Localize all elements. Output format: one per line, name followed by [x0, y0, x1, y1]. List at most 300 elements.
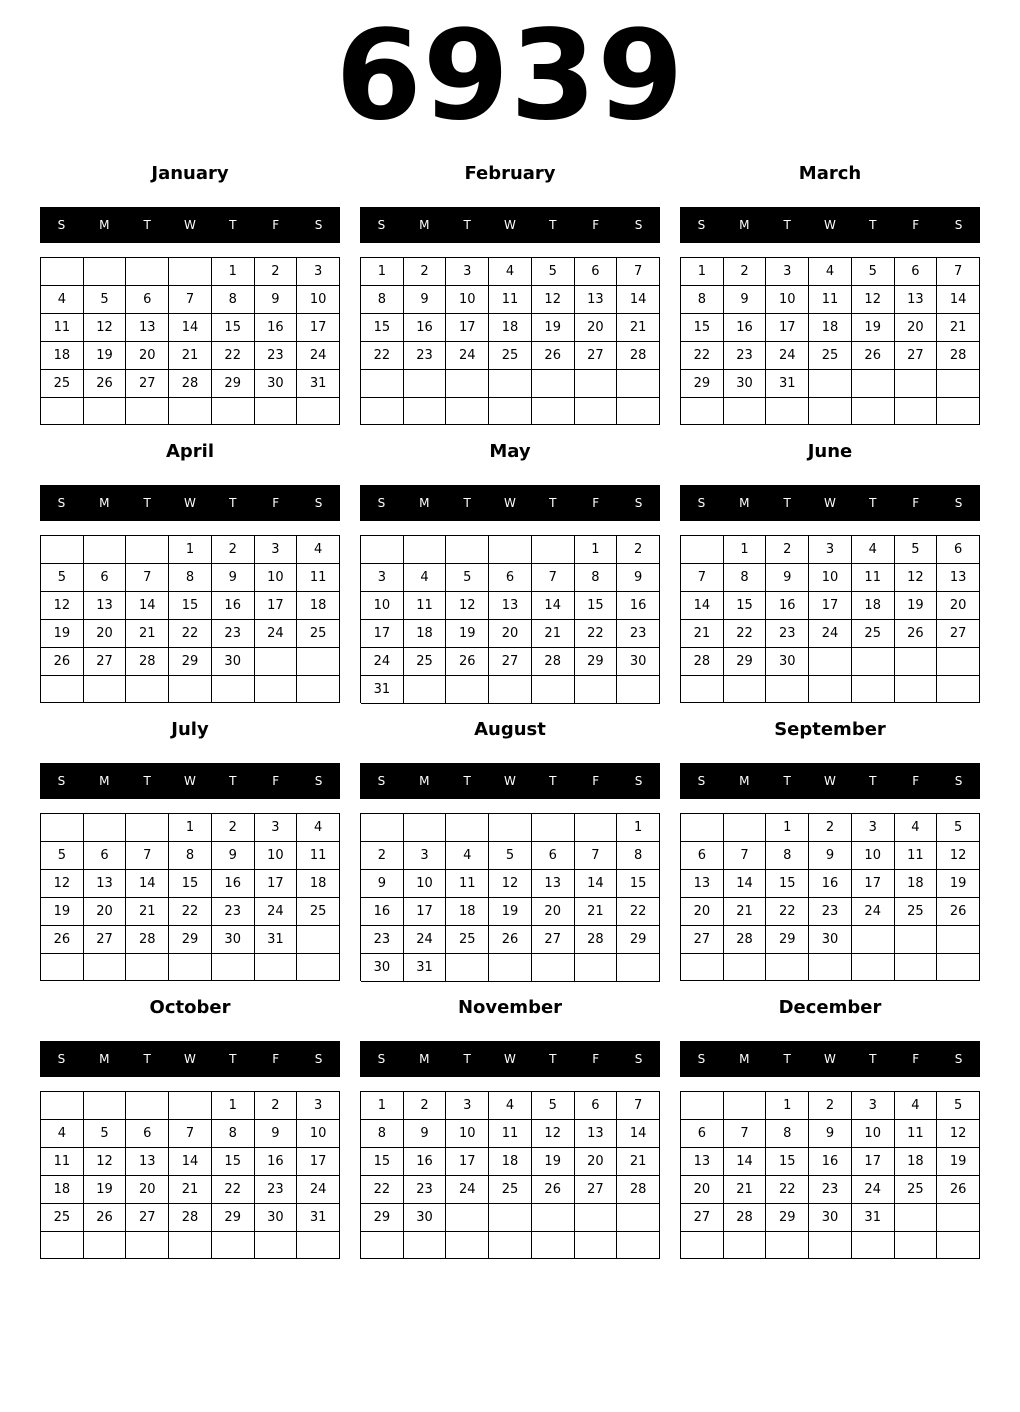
day-cell: 1	[212, 258, 255, 286]
day-cell: 25	[41, 370, 84, 398]
empty-day-cell	[361, 370, 404, 398]
weekday-label: S	[697, 496, 706, 510]
day-cell: 21	[617, 1148, 660, 1176]
empty-day-cell	[297, 648, 340, 676]
weekday-label: W	[824, 774, 836, 788]
day-cell: 10	[852, 1120, 895, 1148]
month-november	[360, 994, 660, 1272]
month-september	[680, 716, 980, 994]
day-cell: 20	[895, 314, 938, 342]
day-cell: 22	[361, 1176, 404, 1204]
day-cell: 2	[617, 536, 660, 564]
day-cell: 20	[937, 592, 980, 620]
day-cell: 20	[84, 898, 127, 926]
day-cell: 15	[766, 1148, 809, 1176]
weekday-header	[360, 485, 660, 521]
day-cell: 19	[41, 620, 84, 648]
weekday-label: S	[57, 496, 66, 510]
empty-day-cell	[937, 1204, 980, 1232]
month-february	[360, 160, 660, 438]
weekday-label: S	[314, 496, 323, 510]
day-cell: 19	[852, 314, 895, 342]
empty-day-cell	[126, 536, 169, 564]
month-name: November	[457, 997, 563, 1018]
day-cell: 12	[84, 314, 127, 342]
day-cell: 23	[617, 620, 660, 648]
day-cell: 30	[766, 648, 809, 676]
empty-day-cell	[169, 1232, 212, 1259]
day-cell: 2	[404, 1092, 447, 1120]
day-cell: 7	[617, 1092, 660, 1120]
empty-day-cell	[852, 954, 895, 981]
day-cell: 14	[937, 286, 980, 314]
weekday-label: W	[184, 496, 196, 510]
weekday-label: T	[783, 218, 791, 232]
day-cell: 25	[41, 1204, 84, 1232]
day-cell: 18	[852, 592, 895, 620]
day-cell: 22	[724, 620, 767, 648]
empty-day-cell	[575, 676, 618, 704]
empty-day-cell	[446, 370, 489, 398]
day-cell: 12	[41, 870, 84, 898]
day-cell: 20	[575, 1148, 618, 1176]
weekday-label: S	[954, 774, 963, 788]
weekday-label: M	[99, 1052, 110, 1066]
day-cell: 13	[575, 286, 618, 314]
empty-day-cell	[681, 954, 724, 981]
day-grid	[360, 535, 660, 703]
weekday-label: W	[184, 1052, 196, 1066]
day-cell: 8	[169, 564, 212, 592]
day-cell: 10	[255, 842, 298, 870]
day-cell: 29	[724, 648, 767, 676]
day-cell: 23	[212, 898, 255, 926]
day-cell: 12	[937, 842, 980, 870]
day-cell: 24	[852, 898, 895, 926]
day-cell: 29	[575, 648, 618, 676]
weekday-label: F	[272, 496, 280, 510]
empty-day-cell	[766, 1232, 809, 1259]
empty-day-cell	[809, 648, 852, 676]
empty-day-cell	[937, 648, 980, 676]
day-cell: 11	[41, 1148, 84, 1176]
weekday-label: F	[592, 496, 600, 510]
empty-day-cell	[126, 954, 169, 981]
empty-day-cell	[532, 814, 575, 842]
day-cell: 29	[766, 1204, 809, 1232]
weekday-label: T	[549, 774, 557, 788]
weekday-header	[360, 207, 660, 243]
day-cell: 7	[575, 842, 618, 870]
weekday-label: T	[143, 218, 151, 232]
day-cell: 31	[766, 370, 809, 398]
month-april	[40, 438, 340, 716]
month-january	[40, 160, 340, 438]
weekday-label: F	[912, 774, 920, 788]
day-cell: 13	[681, 1148, 724, 1176]
day-cell: 23	[809, 1176, 852, 1204]
weekday-header	[360, 763, 660, 799]
empty-day-cell	[446, 814, 489, 842]
day-cell: 27	[575, 342, 618, 370]
day-cell: 2	[255, 1092, 298, 1120]
day-cell: 13	[84, 592, 127, 620]
day-cell: 26	[446, 648, 489, 676]
empty-day-cell	[361, 814, 404, 842]
day-cell: 10	[852, 842, 895, 870]
day-cell: 18	[895, 870, 938, 898]
weekday-label: W	[184, 774, 196, 788]
day-cell: 5	[446, 564, 489, 592]
day-cell: 27	[681, 1204, 724, 1232]
day-cell: 21	[532, 620, 575, 648]
day-cell: 29	[361, 1204, 404, 1232]
empty-day-cell	[404, 398, 447, 426]
day-cell: 27	[937, 620, 980, 648]
weekday-label: T	[549, 218, 557, 232]
weekday-label: T	[229, 774, 237, 788]
day-cell: 18	[446, 898, 489, 926]
empty-day-cell	[255, 398, 298, 425]
day-cell: 17	[297, 314, 340, 342]
day-cell: 1	[681, 258, 724, 286]
empty-day-cell	[446, 398, 489, 426]
day-cell: 5	[532, 1092, 575, 1120]
month-name: September	[774, 719, 886, 740]
day-cell: 8	[617, 842, 660, 870]
day-cell: 15	[724, 592, 767, 620]
empty-day-cell	[617, 398, 660, 426]
empty-day-cell	[575, 1204, 618, 1232]
day-cell: 21	[724, 898, 767, 926]
day-cell: 18	[809, 314, 852, 342]
day-cell: 16	[404, 314, 447, 342]
day-cell: 17	[809, 592, 852, 620]
day-cell: 13	[895, 286, 938, 314]
empty-day-cell	[404, 676, 447, 704]
day-cell: 25	[895, 1176, 938, 1204]
day-cell: 20	[532, 898, 575, 926]
day-cell: 29	[212, 1204, 255, 1232]
day-cell: 15	[681, 314, 724, 342]
day-cell: 6	[126, 1120, 169, 1148]
day-grid	[680, 535, 980, 703]
day-cell: 7	[617, 258, 660, 286]
day-cell: 5	[84, 1120, 127, 1148]
empty-day-cell	[212, 1232, 255, 1259]
day-cell: 8	[766, 1120, 809, 1148]
day-cell: 6	[126, 286, 169, 314]
day-cell: 16	[724, 314, 767, 342]
day-cell: 9	[404, 1120, 447, 1148]
day-grid	[40, 535, 340, 703]
weekday-label: T	[783, 774, 791, 788]
day-cell: 22	[212, 342, 255, 370]
empty-day-cell	[575, 1232, 618, 1259]
day-cell: 16	[404, 1148, 447, 1176]
empty-day-cell	[895, 1232, 938, 1259]
day-cell: 24	[446, 1176, 489, 1204]
day-cell: 1	[724, 536, 767, 564]
day-cell: 28	[617, 1176, 660, 1204]
day-grid	[680, 1091, 980, 1259]
day-cell: 28	[126, 648, 169, 676]
empty-day-cell	[212, 954, 255, 981]
day-grid	[40, 257, 340, 425]
day-cell: 23	[724, 342, 767, 370]
empty-day-cell	[41, 536, 84, 564]
day-cell: 7	[126, 564, 169, 592]
day-cell: 28	[575, 926, 618, 954]
weekday-label: S	[377, 1052, 386, 1066]
day-cell: 16	[255, 314, 298, 342]
day-cell: 25	[852, 620, 895, 648]
day-cell: 25	[297, 620, 340, 648]
empty-day-cell	[297, 954, 340, 981]
weekday-label: T	[549, 496, 557, 510]
month-october	[40, 994, 340, 1272]
day-grid	[40, 813, 340, 981]
weekday-header	[680, 207, 980, 243]
day-cell: 24	[255, 898, 298, 926]
empty-day-cell	[681, 1232, 724, 1259]
day-cell: 6	[681, 1120, 724, 1148]
day-cell: 23	[255, 342, 298, 370]
empty-day-cell	[724, 676, 767, 703]
day-cell: 11	[489, 286, 532, 314]
weekday-header	[680, 1041, 980, 1077]
weekday-label: M	[419, 218, 430, 232]
empty-day-cell	[532, 536, 575, 564]
empty-day-cell	[297, 676, 340, 703]
day-cell: 21	[575, 898, 618, 926]
weekday-label: T	[783, 1052, 791, 1066]
day-cell: 17	[297, 1148, 340, 1176]
empty-day-cell	[489, 676, 532, 704]
empty-day-cell	[681, 1092, 724, 1120]
day-cell: 19	[937, 1148, 980, 1176]
day-cell: 10	[766, 286, 809, 314]
weekday-label: S	[954, 1052, 963, 1066]
day-cell: 29	[212, 370, 255, 398]
day-cell: 20	[489, 620, 532, 648]
day-cell: 23	[404, 342, 447, 370]
empty-day-cell	[41, 258, 84, 286]
day-cell: 10	[255, 564, 298, 592]
day-cell: 28	[724, 926, 767, 954]
day-cell: 1	[766, 1092, 809, 1120]
day-cell: 18	[895, 1148, 938, 1176]
day-cell: 24	[852, 1176, 895, 1204]
empty-day-cell	[404, 814, 447, 842]
day-cell: 10	[361, 592, 404, 620]
empty-day-cell	[724, 1232, 767, 1259]
day-cell: 28	[724, 1204, 767, 1232]
day-cell: 26	[937, 898, 980, 926]
month-name: March	[798, 163, 862, 184]
empty-day-cell	[617, 370, 660, 398]
month-july	[40, 716, 340, 994]
empty-day-cell	[212, 676, 255, 703]
day-cell: 3	[297, 1092, 340, 1120]
day-cell: 6	[532, 842, 575, 870]
day-cell: 9	[255, 286, 298, 314]
day-cell: 25	[297, 898, 340, 926]
empty-day-cell	[84, 258, 127, 286]
day-cell: 22	[361, 342, 404, 370]
day-cell: 9	[766, 564, 809, 592]
day-cell: 4	[489, 1092, 532, 1120]
empty-day-cell	[766, 398, 809, 425]
day-cell: 12	[895, 564, 938, 592]
empty-day-cell	[724, 954, 767, 981]
day-cell: 3	[446, 258, 489, 286]
day-cell: 6	[575, 258, 618, 286]
day-cell: 13	[532, 870, 575, 898]
day-cell: 30	[809, 1204, 852, 1232]
weekday-label: S	[57, 1052, 66, 1066]
day-cell: 21	[169, 1176, 212, 1204]
day-cell: 24	[446, 342, 489, 370]
day-grid	[680, 813, 980, 981]
day-cell: 13	[489, 592, 532, 620]
day-cell: 22	[169, 898, 212, 926]
day-cell: 2	[809, 814, 852, 842]
day-cell: 29	[617, 926, 660, 954]
day-cell: 8	[212, 286, 255, 314]
day-cell: 27	[575, 1176, 618, 1204]
weekday-label: T	[463, 1052, 471, 1066]
empty-day-cell	[126, 676, 169, 703]
empty-day-cell	[126, 814, 169, 842]
day-cell: 21	[126, 620, 169, 648]
day-cell: 21	[937, 314, 980, 342]
day-cell: 28	[169, 1204, 212, 1232]
day-cell: 10	[404, 870, 447, 898]
day-cell: 6	[84, 842, 127, 870]
empty-day-cell	[681, 676, 724, 703]
day-cell: 11	[446, 870, 489, 898]
weekday-label: T	[463, 218, 471, 232]
empty-day-cell	[532, 676, 575, 704]
day-cell: 4	[297, 814, 340, 842]
day-cell: 12	[937, 1120, 980, 1148]
day-cell: 31	[852, 1204, 895, 1232]
empty-day-cell	[895, 370, 938, 398]
day-cell: 16	[766, 592, 809, 620]
empty-day-cell	[937, 926, 980, 954]
day-cell: 1	[766, 814, 809, 842]
day-cell: 10	[297, 286, 340, 314]
day-cell: 16	[255, 1148, 298, 1176]
day-cell: 3	[809, 536, 852, 564]
day-cell: 1	[169, 536, 212, 564]
empty-day-cell	[937, 1232, 980, 1259]
day-cell: 5	[937, 1092, 980, 1120]
day-cell: 14	[126, 870, 169, 898]
weekday-label: T	[869, 774, 877, 788]
day-cell: 9	[212, 842, 255, 870]
day-cell: 30	[809, 926, 852, 954]
day-cell: 31	[361, 676, 404, 704]
empty-day-cell	[895, 954, 938, 981]
empty-day-cell	[446, 954, 489, 982]
empty-day-cell	[937, 954, 980, 981]
empty-day-cell	[852, 926, 895, 954]
day-cell: 6	[681, 842, 724, 870]
month-name: April	[165, 441, 215, 462]
day-cell: 24	[361, 648, 404, 676]
day-cell: 4	[895, 814, 938, 842]
empty-day-cell	[809, 676, 852, 703]
day-cell: 3	[297, 258, 340, 286]
weekday-label: S	[634, 496, 643, 510]
empty-day-cell	[489, 370, 532, 398]
day-cell: 3	[852, 1092, 895, 1120]
empty-day-cell	[532, 954, 575, 982]
weekday-label: S	[634, 1052, 643, 1066]
day-cell: 1	[169, 814, 212, 842]
day-cell: 10	[446, 286, 489, 314]
day-cell: 6	[84, 564, 127, 592]
weekday-label: M	[419, 496, 430, 510]
day-cell: 23	[212, 620, 255, 648]
day-cell: 1	[617, 814, 660, 842]
weekday-label: S	[634, 218, 643, 232]
day-cell: 11	[489, 1120, 532, 1148]
day-cell: 13	[575, 1120, 618, 1148]
weekday-header	[680, 763, 980, 799]
day-cell: 8	[724, 564, 767, 592]
day-cell: 15	[212, 1148, 255, 1176]
empty-day-cell	[404, 370, 447, 398]
weekday-label: S	[954, 218, 963, 232]
empty-day-cell	[41, 814, 84, 842]
empty-day-cell	[724, 1092, 767, 1120]
weekday-label: M	[739, 218, 750, 232]
month-may	[360, 438, 660, 716]
empty-day-cell	[895, 926, 938, 954]
empty-day-cell	[617, 1204, 660, 1232]
day-cell: 23	[766, 620, 809, 648]
empty-day-cell	[126, 258, 169, 286]
weekday-label: T	[229, 496, 237, 510]
day-cell: 26	[41, 926, 84, 954]
empty-day-cell	[361, 536, 404, 564]
day-cell: 5	[41, 564, 84, 592]
day-cell: 22	[617, 898, 660, 926]
weekday-label: T	[869, 496, 877, 510]
weekday-label: F	[272, 218, 280, 232]
empty-day-cell	[84, 814, 127, 842]
day-grid	[680, 257, 980, 425]
day-cell: 26	[84, 1204, 127, 1232]
empty-day-cell	[84, 676, 127, 703]
day-cell: 14	[724, 1148, 767, 1176]
day-cell: 25	[446, 926, 489, 954]
day-cell: 1	[575, 536, 618, 564]
day-cell: 28	[126, 926, 169, 954]
day-cell: 7	[169, 286, 212, 314]
weekday-label: T	[143, 774, 151, 788]
empty-day-cell	[575, 954, 618, 982]
weekday-label: S	[954, 496, 963, 510]
day-cell: 9	[255, 1120, 298, 1148]
day-cell: 9	[404, 286, 447, 314]
day-cell: 4	[895, 1092, 938, 1120]
day-cell: 17	[255, 592, 298, 620]
month-name: June	[807, 441, 853, 462]
